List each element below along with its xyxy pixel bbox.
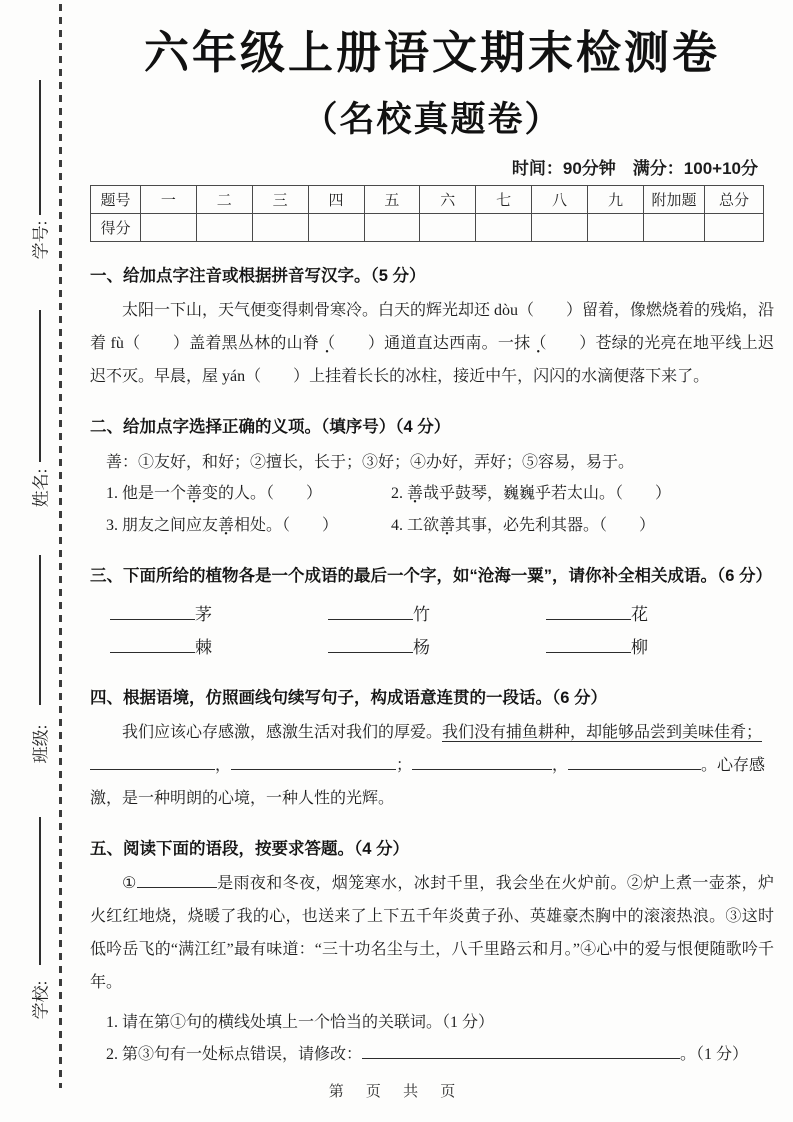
exam-title: 六年级上册语文期末检测卷 — [143, 27, 720, 78]
student-id-label: 学号: — [31, 220, 51, 260]
score-table-header-row — [91, 186, 764, 214]
answer-blank[interactable] — [328, 634, 413, 653]
q2-item-text: 相处。（ ） — [234, 517, 339, 534]
q4-blanks-line — [90, 749, 774, 782]
score-header-cell: 九 — [588, 186, 644, 214]
score-cell[interactable] — [476, 214, 532, 242]
q1-text: 太阳一下山，天气便变得刺骨寒冷。白天的辉光却还 dòu（ ）留着，像燃烧着的残焰，沿着 fù（ ）盖着黑丛林的山 — [90, 302, 775, 352]
score-header-cell: 七 — [476, 186, 532, 214]
q3-row — [110, 598, 774, 631]
school-label: 学校: — [31, 980, 51, 1020]
q5-subquestion-1: 1. 请在第①句的横线处填上一个恰当的关联词。（1 分） — [106, 1014, 495, 1031]
q3-item — [546, 631, 764, 664]
answer-blank[interactable] — [110, 601, 195, 620]
q2-item-text: 变的人。（ ） — [202, 485, 323, 502]
q2-item-text: 4. 工欲 — [391, 517, 440, 534]
score-cell[interactable] — [308, 214, 364, 242]
name-label: 姓名: — [31, 468, 51, 508]
q3-item — [110, 598, 328, 631]
q4-punct: ， — [215, 757, 232, 774]
score-row-label: 得分 — [91, 214, 141, 242]
q4-lead-text: 我们应该心存感激，感激生活对我们的厚爱。 — [122, 724, 443, 741]
q3-item — [328, 598, 546, 631]
q3-item — [110, 631, 328, 664]
q2-dotted-char: 善 — [439, 517, 456, 534]
answer-blank[interactable] — [546, 601, 631, 620]
score-cell[interactable] — [141, 214, 197, 242]
score-header-cell: 六 — [420, 186, 476, 214]
q4-lead-line — [90, 716, 774, 749]
score-header-cell: 一 — [141, 186, 197, 214]
q5-sub2-text: 2. 第③句有一处标点错误，请修改： — [106, 1046, 363, 1063]
answer-blank[interactable] — [412, 752, 552, 770]
q2-dotted-char: 善 — [186, 485, 203, 502]
q2-item-4 — [391, 510, 774, 542]
school-writing-line — [39, 817, 41, 965]
q3-row — [110, 631, 774, 664]
q2-items-row — [90, 478, 774, 510]
name-writing-line — [39, 310, 41, 462]
q5-sub2-suffix: 。（1 分） — [680, 1046, 749, 1063]
score-header-cell: 题号 — [91, 186, 141, 214]
q1-dotted-char: 脊 — [302, 335, 320, 352]
answer-blank[interactable] — [137, 870, 217, 888]
score-header-cell: 五 — [364, 186, 420, 214]
exam-content — [90, 0, 774, 1071]
q1-dotted-char: 抹 — [514, 335, 531, 352]
answer-blank[interactable] — [568, 752, 701, 770]
score-table-score-row — [91, 214, 764, 242]
q3-item — [546, 598, 764, 631]
q3-char: 棘 — [195, 638, 212, 657]
class-label: 班级: — [31, 724, 51, 764]
q3-char: 杨 — [413, 638, 430, 657]
q2-title: 二、给加点字选择正确的义项。（填序号）（4 分） — [90, 418, 451, 436]
q2-items-row — [90, 510, 774, 542]
score-header-cell: 附加题 — [644, 186, 705, 214]
exam-subtitle: （名校真题卷） — [302, 100, 562, 139]
score-cell[interactable] — [644, 214, 705, 242]
q2-item-text: 其事，必先利其器。（ ） — [455, 517, 656, 534]
q2-item-text: 2. — [391, 485, 407, 502]
q2-item-text: 3. 朋友之间应友 — [106, 517, 219, 534]
q2-item-3 — [106, 510, 391, 542]
q4-tail-line: 激，是一种明朗的心境，一种人性的光辉。 — [90, 790, 395, 807]
q2-item-1 — [106, 478, 391, 510]
score-table — [90, 185, 764, 242]
student-id-writing-line — [39, 80, 41, 215]
q1-text: （ ）通道直达西南。一 — [319, 335, 515, 352]
score-header-cell: 四 — [308, 186, 364, 214]
q1-title: 一、给加点字注音或根据拼音写汉字。（5 分） — [90, 267, 426, 285]
score-header-cell: 八 — [532, 186, 588, 214]
answer-blank[interactable] — [546, 634, 631, 653]
score-header-cell: 总分 — [705, 186, 764, 214]
q5-subquestion-2 — [90, 1039, 774, 1071]
class-writing-line — [39, 555, 41, 705]
score-cell[interactable] — [196, 214, 252, 242]
q3-title: 三、下面所给的植物各是一个成语的最后一个字，如“沧海一粟”，请你补全相关成语。（6 分） — [90, 567, 773, 585]
q2-item-text: 哉乎鼓琴，巍巍乎若太山。（ ） — [423, 485, 672, 502]
page-footer: 第 页 共 页 — [328, 1083, 465, 1100]
score-cell[interactable] — [252, 214, 308, 242]
q2-item-text: 1. 他是一个 — [106, 485, 187, 502]
q1-passage — [90, 294, 774, 393]
q5-title: 五、阅读下面的语段，按要求答题。（4 分） — [90, 840, 410, 858]
q3-char: 花 — [631, 605, 648, 624]
answer-blank[interactable] — [328, 601, 413, 620]
q3-item — [328, 631, 546, 664]
q2-item-2 — [391, 478, 774, 510]
q2-dotted-char: 善 — [407, 485, 424, 502]
q1-text: （ ）苍绿的光亮在地平线上迟迟不灭。早晨，屋 yán（ ）上挂着长长的冰柱，接近中午，闪闪的水滴便落下来了。 — [90, 335, 774, 385]
q4-tail-text: 。心存感 — [701, 757, 766, 774]
q4-punct: ， — [552, 757, 569, 774]
score-cell[interactable] — [364, 214, 420, 242]
q2-definition: 善：①友好，和好；②擅长，长于；③好；④办好，弄好；⑤容易，易于。 — [106, 454, 635, 471]
q5-passage — [90, 867, 774, 999]
q2-dotted-char: 善 — [218, 517, 235, 534]
answer-blank[interactable] — [110, 634, 195, 653]
score-cell[interactable] — [532, 214, 588, 242]
q5-circled-one: ① — [122, 875, 137, 892]
q3-char: 茅 — [195, 605, 212, 624]
q5-passage-text: 是雨夜和冬夜，烟笼寒水，冰封千里，我会坐在火炉前。②炉上煮一壶茶，炉火红红地烧，烧暖了我的心，也送来了上下五千年炎黄子孙、英雄豪杰胸中的滚滚热浪。③这时低吟岳飞的“满江红”最有味道：“三十功名尘与土，八千里路云和月。”④心中的爱与恨便随歌吟千年。 — [90, 875, 774, 991]
q3-grid — [90, 598, 774, 664]
q4-underlined-model-sentence: 我们没有捕鱼耕种，却能够品尝到美味佳肴； — [442, 724, 763, 741]
answer-blank[interactable] — [231, 752, 396, 770]
score-cell[interactable] — [588, 214, 644, 242]
score-cell[interactable] — [705, 214, 764, 242]
q3-char: 竹 — [413, 605, 430, 624]
q4-title: 四、根据语境，仿照画线句续写句子，构成语意连贯的一段话。（6 分） — [90, 689, 608, 707]
q4-punct: ； — [396, 757, 413, 774]
score-header-cell: 二 — [196, 186, 252, 214]
q3-char: 柳 — [631, 638, 648, 657]
answer-blank[interactable] — [90, 752, 215, 770]
time-score-info: 时间：90分钟 满分：100+10分 — [511, 159, 758, 178]
answer-blank[interactable] — [362, 1041, 680, 1059]
score-header-cell: 三 — [252, 186, 308, 214]
binding-dashed-line — [59, 4, 62, 1088]
score-cell[interactable] — [420, 214, 476, 242]
